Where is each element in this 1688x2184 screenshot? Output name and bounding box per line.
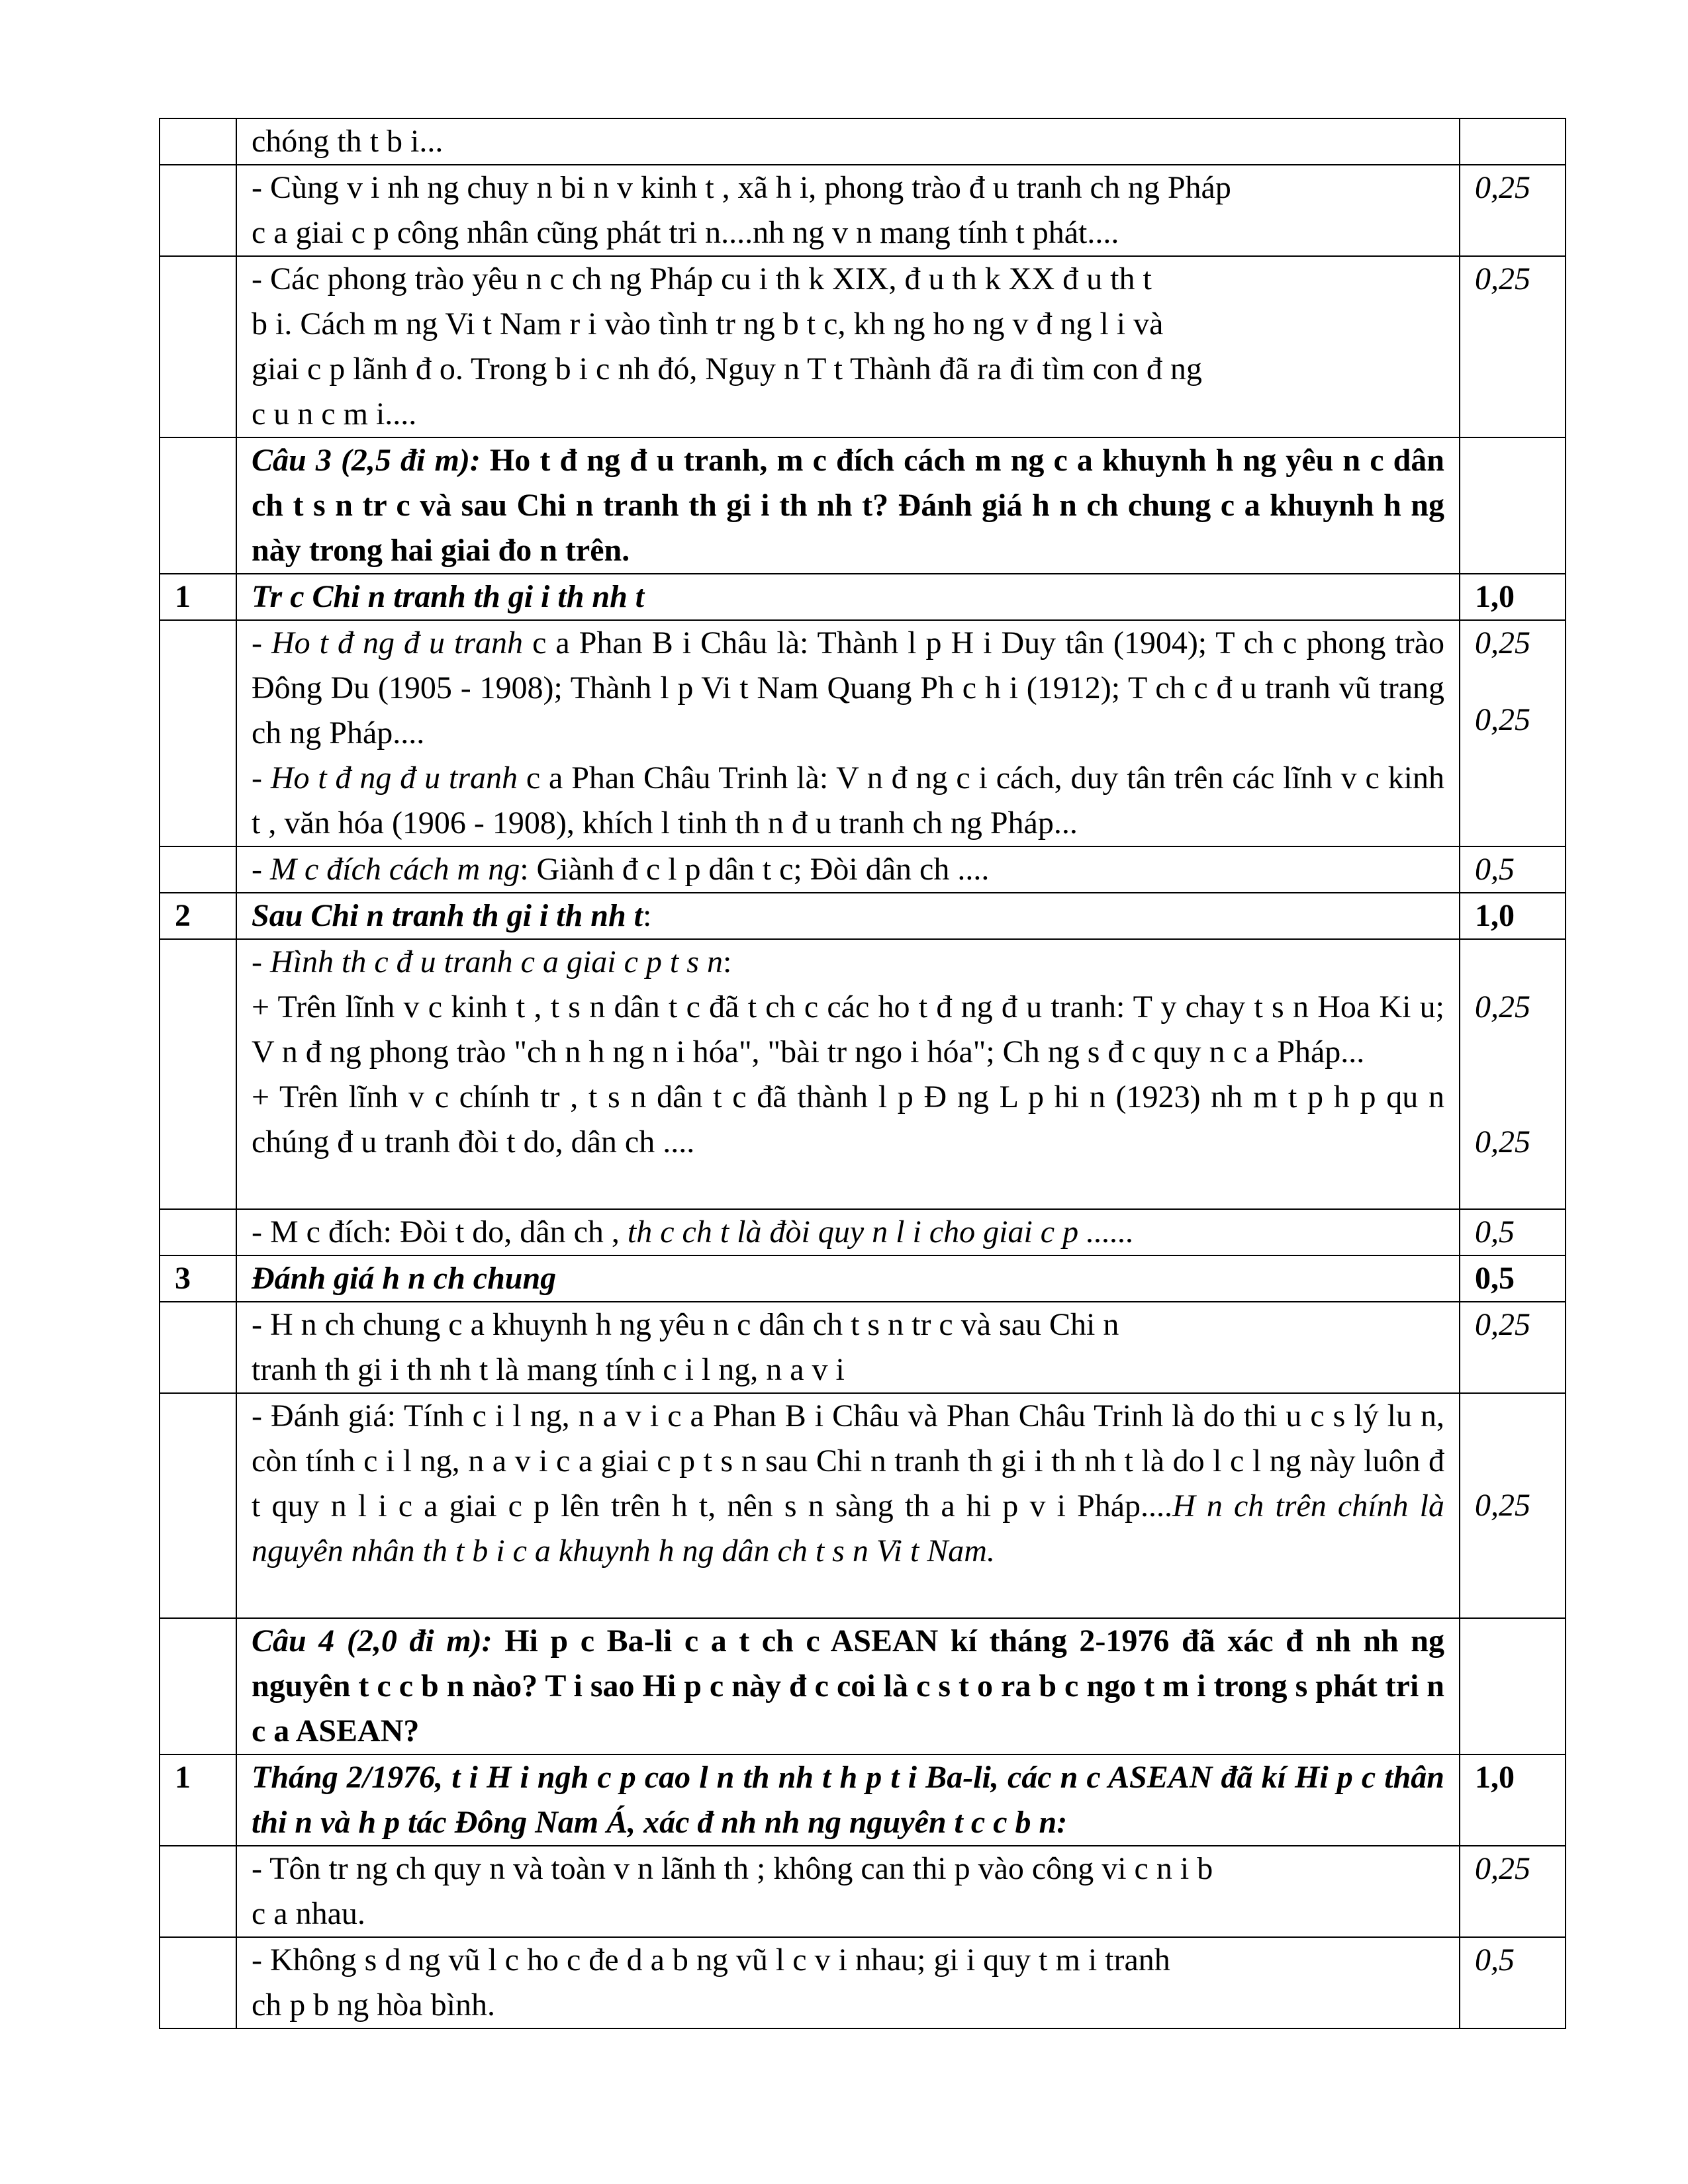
table-row <box>160 893 1566 939</box>
score-cell: 0,25 0,25 <box>1460 939 1566 1209</box>
row-number <box>160 1846 236 1937</box>
question-3 <box>236 437 1460 574</box>
table-row <box>160 1209 1566 1255</box>
question-label: Câu 4 (2,0 đi m): <box>252 1623 492 1659</box>
table-row <box>160 939 1566 1209</box>
row-number <box>160 620 236 846</box>
table-row <box>160 118 1566 165</box>
section-heading: Tháng 2/1976, t i H i ngh c p cao l n th nh t h p t i Ba-li, các n c ASEAN đã kí Hi p c thân thi n và h p tác Đông Nam Á, xác đ nh nh ng nguyên t c c b n: <box>236 1754 1460 1846</box>
score-cell <box>1460 437 1566 574</box>
table-row <box>160 165 1566 256</box>
row-number <box>160 1393 236 1618</box>
row-number <box>160 939 236 1209</box>
row-content: - M c đích cách m ng: Giành đ c l p dân t c; Đòi dân ch .... <box>236 846 1460 893</box>
table-row <box>160 1618 1566 1754</box>
table-row <box>160 620 1566 846</box>
row-content: - Không s d ng vũ l c ho c đe d a b ng vũ l c v i nhau; gi i quy t m i tranh ch p b ng hòa bình. <box>236 1937 1460 2028</box>
row-content: - Ho t đ ng đ u tranh c a Phan B i Châu là: Thành l p H i Duy tân (1904); T ch c phong trào Đông Du (1905 - 1908); Thành l p Vi t Nam Quang Ph c h i (1912); T ch c đ u tranh vũ trang ch ng Pháp.... - Ho t đ ng đ u tranh c a Phan Châu Trinh là: V n đ ng c i cách, duy tân trên các lĩnh v c kinh t , văn hóa (1906 - 1908), khích l tinh th n đ u tranh ch ng Pháp... <box>236 620 1460 846</box>
question-4 <box>236 1618 1460 1754</box>
score-cell: 0,5 <box>1460 846 1566 893</box>
row-number: 2 <box>160 893 236 939</box>
score-cell: 0,25 0,25 <box>1460 620 1566 846</box>
row-number <box>160 256 236 437</box>
table-row <box>160 1937 1566 2028</box>
score-cell: 1,0 <box>1460 574 1566 620</box>
row-content: chóng th t b i... <box>236 118 1460 165</box>
row-number <box>160 1618 236 1754</box>
answer-key-table <box>159 118 1566 2029</box>
table-row <box>160 1754 1566 1846</box>
table-row <box>160 1846 1566 1937</box>
row-number: 1 <box>160 574 236 620</box>
row-number <box>160 437 236 574</box>
row-content: - Các phong trào yêu n c ch ng Pháp cu i th k XIX, đ u th k XX đ u th t b i. Cách m ng Vi t Nam r i vào tình tr ng b t c, kh ng ho ng v đ ng l i và giai c p lãnh đ o. Trong b i c nh đó, Nguy n T t Thành đã ra đi tìm con đ ng c u n c m i.... <box>236 256 1460 437</box>
table-row <box>160 574 1566 620</box>
row-number: 3 <box>160 1255 236 1302</box>
table-row <box>160 1302 1566 1393</box>
row-content: - Hình th c đ u tranh c a giai c p t s n: + Trên lĩnh v c kinh t , t s n dân t c đã t ch c các ho t đ ng đ u tranh: T y chay t s n Hoa Ki u; V n đ ng phong trào "ch n h ng n i hóa", "bài tr ngo i hóa"; Ch ng s đ c quy n c a Pháp... + Trên lĩnh v c chính tr , t s n dân t c đã thành l p Đ ng L p hi n (1923) nh m t p h p qu n chúng đ u tranh đòi t do, dân ch .... <box>236 939 1460 1209</box>
row-content: - H n ch chung c a khuynh h ng yêu n c dân ch t s n tr c và sau Chi n tranh th gi i th nh t là mang tính c i l ng, n a v i <box>236 1302 1460 1393</box>
section-heading: Tr c Chi n tranh th gi i th nh t <box>236 574 1460 620</box>
score-cell: 0,25 <box>1460 1846 1566 1937</box>
score-cell: 1,0 <box>1460 893 1566 939</box>
score-cell: 0,5 <box>1460 1209 1566 1255</box>
score-cell: 0,25 <box>1460 165 1566 256</box>
row-number <box>160 1937 236 2028</box>
score-cell: 0,25 <box>1460 1393 1566 1618</box>
question-label: Câu 3 (2,5 đi m): <box>252 443 481 478</box>
section-heading: Đánh giá h n ch chung <box>236 1255 1460 1302</box>
question-text: Hi p c Ba-li c a t ch c ASEAN kí tháng 2-1976 đã xác đ nh nh ng nguyên t c c b n nào? T i sao Hi p c này đ c coi là c s t o ra b c ngo t m i trong s phát tri n c a ASEAN? <box>252 1623 1444 1749</box>
table-row <box>160 846 1566 893</box>
score-cell: 0,5 <box>1460 1937 1566 2028</box>
row-number: 1 <box>160 1754 236 1846</box>
row-number <box>160 1302 236 1393</box>
row-content: - Cùng v i nh ng chuy n bi n v kinh t , xã h i, phong trào đ u tranh ch ng Pháp c a giai c p công nhân cũng phát tri n....nh ng v n mang tính t phát.... <box>236 165 1460 256</box>
score-cell: 1,0 <box>1460 1754 1566 1846</box>
score-cell <box>1460 118 1566 165</box>
row-content: - Đánh giá: Tính c i l ng, n a v i c a Phan B i Châu và Phan Châu Trinh là do thi u c s lý lu n, còn tính c i l ng, n a v i c a giai c p t s n sau Chi n tranh th gi i th nh t là do l c l ng này luôn đ t quy n l i c a giai c p lên trên h t, nên s n sàng th a hi p v i Pháp....H n ch trên chính là nguyên nhân th t b i c a khuynh h ng dân ch t s n Vi t Nam. <box>236 1393 1460 1618</box>
section-heading: Sau Chi n tranh th gi i th nh t: <box>236 893 1460 939</box>
row-number <box>160 165 236 256</box>
row-content: - Tôn tr ng ch quy n và toàn v n lãnh th ; không can thi p vào công vi c n i b c a nhau. <box>236 1846 1460 1937</box>
row-content: - M c đích: Đòi t do, dân ch , th c ch t là đòi quy n l i cho giai c p ...... <box>236 1209 1460 1255</box>
table-row <box>160 1255 1566 1302</box>
row-number <box>160 1209 236 1255</box>
score-cell: 0,5 <box>1460 1255 1566 1302</box>
row-number <box>160 846 236 893</box>
table-row <box>160 437 1566 574</box>
question-text: Ho t đ ng đ u tranh, m c đích cách m ng c a khuynh h ng yêu n c dân ch t s n tr c và sau Chi n tranh th gi i th nh t? Đánh giá h n ch chung c a khuynh h ng này trong hai giai đo n trên. <box>252 443 1444 568</box>
score-cell: 0,25 <box>1460 256 1566 437</box>
score-cell: 0,25 <box>1460 1302 1566 1393</box>
table-row <box>160 1393 1566 1618</box>
table-row <box>160 256 1566 437</box>
score-cell <box>1460 1618 1566 1754</box>
row-number <box>160 118 236 165</box>
